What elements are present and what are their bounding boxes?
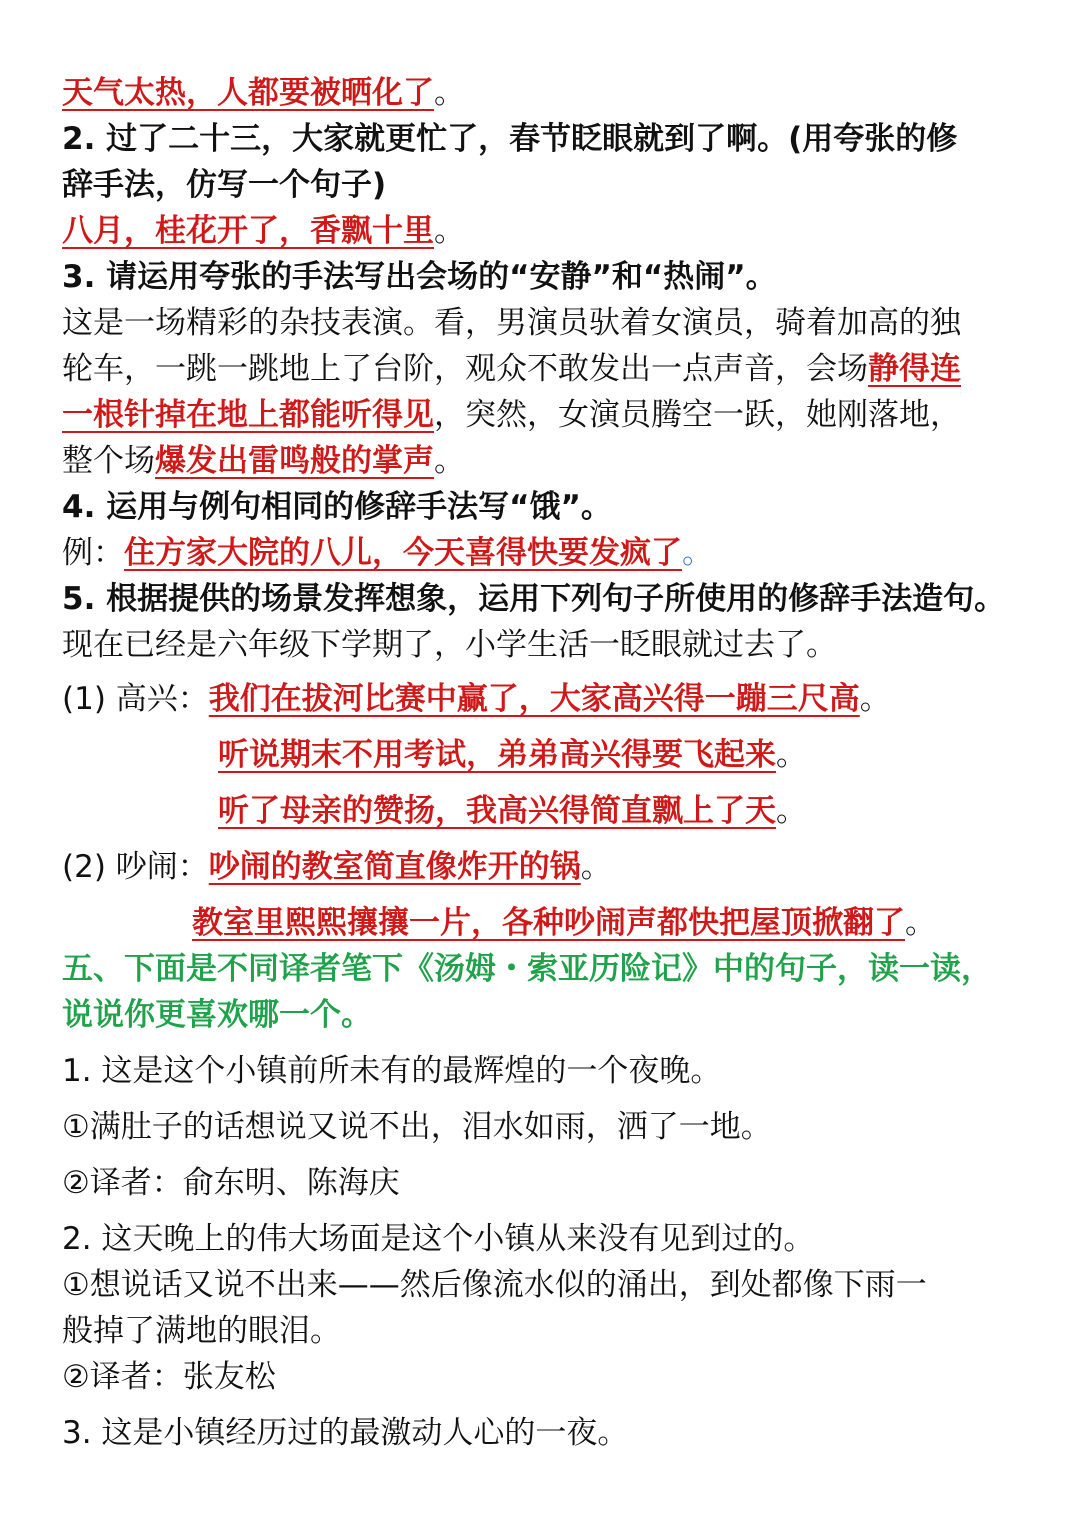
answer-item-2	[62, 844, 1040, 890]
section-five-heading: 五、下面是不同译者笔下《汤姆・索亚历险记》中的句子，读一读，	[62, 951, 992, 987]
passage-line	[62, 346, 1040, 392]
punctuation: 。	[434, 443, 465, 479]
example-line	[62, 530, 1040, 576]
example-label: 例：	[62, 535, 124, 571]
passage-text: ，突然，女演员腾空一跃，她刚落地，	[434, 397, 961, 433]
sentence-1-version: ①满肚子的话想说又说不出，泪水如雨，洒了一地。	[62, 1109, 772, 1145]
answer-text: 天气太热，人都要被晒化了	[62, 75, 434, 111]
passage-text: 整个场	[62, 443, 155, 479]
answer-item-1c	[62, 788, 1040, 834]
sentence-3: 3. 这是小镇经历过的最激动人心的一夜。	[62, 1415, 629, 1451]
sentence-1: 1. 这是这个小镇前所未有的最辉煌的一个夜晚。	[62, 1053, 722, 1089]
sentence-2-version-cont: 般掉了满地的眼泪。	[62, 1313, 341, 1349]
question-3: 3. 请运用夸张的手法写出会场的“安静”和“热闹”。	[62, 259, 777, 295]
answer-text: 听了母亲的赞扬，我高兴得简直飘上了天	[218, 793, 776, 829]
section-five-heading-cont: 说说你更喜欢哪一个。	[62, 997, 372, 1033]
passage-line: 这是一场精彩的杂技表演。看，男演员驮着女演员，骑着加高的独	[62, 305, 961, 341]
question-2: 2. 过了二十三，大家就更忙了，春节眨眼就到了啊。(用夸张的修	[62, 121, 958, 157]
answer-text: 住方家大院的八儿，今天喜得快要发疯了	[124, 535, 682, 571]
answer-line	[62, 70, 1040, 116]
question-5: 5. 根据提供的场景发挥想象，运用下列句子所使用的修辞手法造句。	[62, 581, 1006, 617]
answer-item-1	[62, 676, 1040, 722]
question-2-cont: 辞手法，仿写一个句子)	[62, 167, 387, 203]
punctuation: 。	[905, 905, 936, 941]
punctuation: 。	[580, 849, 612, 885]
answer-line	[62, 208, 1040, 254]
punctuation: 。	[434, 213, 465, 249]
answer-text: 我们在拔河比赛中赢了，大家高兴得一蹦三尺高	[208, 681, 860, 717]
answer-text: 教室里熙熙攘攘一片，各种吵闹声都快把屋顶掀翻了	[192, 905, 905, 941]
answer-text: 爆发出雷鸣般的掌声	[155, 443, 434, 479]
sentence-2-version: ①想说话又说不出来——然后像流水似的涌出，到处都像下雨一	[62, 1267, 927, 1303]
scenario-line: 现在已经是六年级下学期了，小学生活一眨眼就过去了。	[62, 627, 837, 663]
punctuation: 。	[434, 75, 465, 111]
passage-text: 轮车，一跳一跳地上了台阶，观众不敢发出一点声音，会场	[62, 351, 868, 387]
punctuation: 。	[776, 793, 807, 829]
answer-text: 听说期末不用考试，弟弟高兴得要飞起来	[218, 737, 776, 773]
answer-text: 吵闹的教室简直像炸开的锅	[208, 849, 581, 885]
passage-line	[62, 438, 1040, 484]
passage-line	[62, 392, 1040, 438]
sentence-2-translator: ②译者：张友松	[62, 1359, 276, 1395]
sentence-1-translator: ②译者：俞东明、陈海庆	[62, 1165, 400, 1201]
answer-text: 一根针掉在地上都能听得见	[62, 397, 434, 433]
question-4: 4. 运用与例句相同的修辞手法写“饿”。	[62, 489, 612, 525]
punctuation: 。	[859, 681, 891, 717]
punctuation: 。	[682, 535, 713, 571]
sentence-2: 2. 这天晚上的伟大场面是这个小镇从来没有见到过的。	[62, 1221, 815, 1257]
answer-text: 八月，桂花开了，香飘十里	[62, 213, 434, 249]
answer-text: 静得连	[868, 351, 961, 387]
item-label: (2) 吵闹：	[62, 849, 209, 885]
item-label: (1) 高兴：	[62, 681, 209, 717]
answer-item-2b	[62, 900, 1040, 946]
answer-item-1b	[62, 732, 1040, 778]
punctuation: 。	[776, 737, 807, 773]
